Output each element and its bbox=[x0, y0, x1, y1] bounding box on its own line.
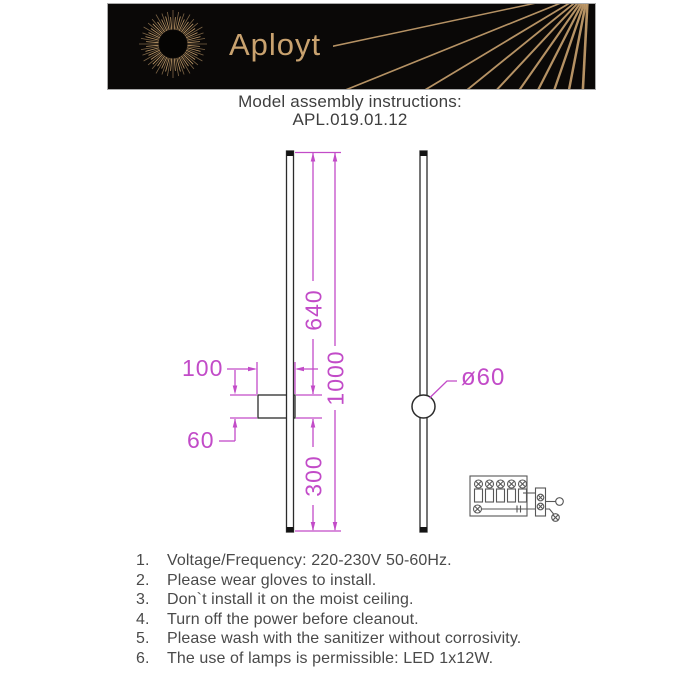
instruction-text: Turn off the power before cleanout. bbox=[167, 610, 419, 628]
dim-bracket-height-label: 60 bbox=[187, 427, 215, 453]
dim-lower-length-label: 300 bbox=[300, 455, 327, 497]
brand-name: Aployt bbox=[229, 27, 322, 62]
page-title: Model assembly instructions: bbox=[238, 92, 462, 111]
dim-mount-diameter-label: ø60 bbox=[461, 364, 506, 391]
wiring-diagram bbox=[470, 476, 563, 521]
left-lamp-view bbox=[258, 151, 295, 532]
dim-upper-length-label: 640 bbox=[300, 289, 327, 331]
instruction-text: Please wash with the sanitizer without corrosivity. bbox=[167, 630, 522, 648]
instruction-text: Please wear gloves to install. bbox=[167, 571, 377, 589]
instruction-item bbox=[136, 551, 596, 571]
model-number: APL.019.01.12 bbox=[292, 110, 408, 129]
right-lamp-view bbox=[412, 151, 435, 532]
instructions-list bbox=[136, 551, 596, 669]
instruction-item bbox=[136, 649, 596, 669]
instruction-item bbox=[136, 571, 596, 591]
instruction-text: Voltage/Frequency: 220-230V 50-60Hz. bbox=[167, 552, 452, 569]
instruction-text: The use of lamps is permissible: LED 1x12W. bbox=[167, 649, 494, 667]
instruction-item bbox=[136, 629, 596, 649]
instruction-text: Don`t install it on the moist ceiling. bbox=[167, 591, 414, 609]
instruction-number: 5. bbox=[136, 630, 150, 648]
instruction-number: 3. bbox=[136, 591, 150, 609]
instruction-number: 4. bbox=[136, 610, 150, 628]
dim-bracket-width-label: 100 bbox=[182, 355, 224, 381]
dim-total-length-label: 1000 bbox=[322, 350, 349, 406]
instruction-number: 2. bbox=[136, 571, 150, 589]
terminal-screws bbox=[475, 480, 527, 502]
instruction-item bbox=[136, 610, 596, 630]
instruction-item bbox=[136, 590, 596, 610]
instruction-number: 6. bbox=[136, 649, 150, 667]
instruction-number: 1. bbox=[136, 552, 150, 569]
